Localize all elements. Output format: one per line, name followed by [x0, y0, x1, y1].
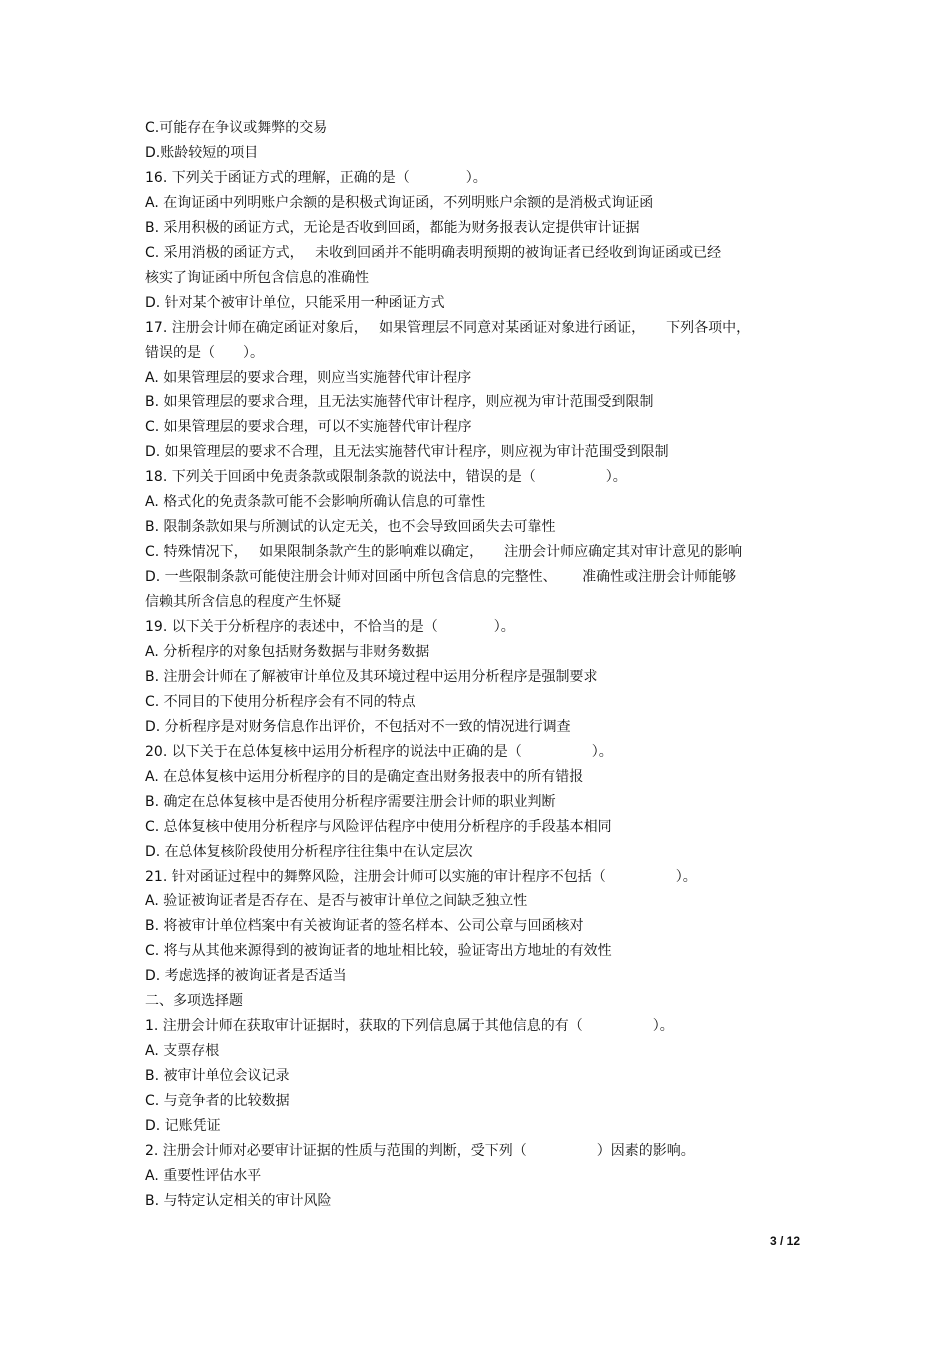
- text-line: C. 采用消极的函证方式， 未收到回函并不能明确表明预期的被询证者已经收到询证函或已经: [145, 245, 722, 261]
- text-line: D. 考虑选择的被询证者是否适当: [145, 968, 347, 984]
- text-line: B. 确定在总体复核中是否使用分析程序需要注册会计师的职业判断: [145, 794, 556, 810]
- text-line: 20. 以下关于在总体复核中运用分析程序的说法中正确的是（ ）。: [145, 744, 613, 760]
- text-line: B. 限制条款如果与所测试的认定无关，也不会导致回函失去可靠性: [145, 519, 556, 535]
- text-line: C. 将与从其他来源得到的被询证者的地址相比较，验证寄出方地址的有效性: [145, 943, 612, 959]
- text-line: 错误的是（ ）。: [145, 345, 264, 361]
- text-line: B. 被审计单位会议记录: [145, 1068, 290, 1084]
- text-line: D. 一些限制条款可能使注册会计师对回函中所包含信息的完整性、 准确性或注册会计师能够: [145, 569, 737, 585]
- text-line: A. 支票存根: [145, 1043, 220, 1059]
- text-line: A. 如果管理层的要求合理，则应当实施替代审计程序: [145, 370, 472, 386]
- page-number: 3 / 12: [770, 1234, 801, 1248]
- text-line: A. 重要性评估水平: [145, 1168, 262, 1184]
- text-line: C. 总体复核中使用分析程序与风险评估程序中使用分析程序的手段基本相同: [145, 819, 612, 835]
- text-line: C. 特殊情况下， 如果限制条款产生的影响难以确定， 注册会计师应确定其对审计意见的影响: [145, 544, 743, 560]
- text-line: 18. 下列关于回函中免责条款或限制条款的说法中，错误的是（ ）。: [145, 469, 627, 485]
- text-line: C.可能存在争议或舞弊的交易: [145, 120, 328, 136]
- text-line: D.账龄较短的项目: [145, 145, 259, 161]
- text-line: 19. 以下关于分析程序的表述中，不恰当的是（ ）。: [145, 619, 515, 635]
- text-line: D. 针对某个被审计单位，只能采用一种函证方式: [145, 295, 445, 311]
- text-line: A. 验证被询证者是否存在、是否与被审计单位之间缺乏独立性: [145, 893, 528, 909]
- text-line: 21. 针对函证过程中的舞弊风险，注册会计师可以实施的审计程序不包括（ ）。: [145, 869, 697, 885]
- text-line: C. 与竞争者的比较数据: [145, 1093, 290, 1109]
- text-line: D. 分析程序是对财务信息作出评价，不包括对不一致的情况进行调查: [145, 719, 571, 735]
- text-line: 2. 注册会计师对必要审计证据的性质与范围的判断，受下列（ ）因素的影响。: [145, 1143, 695, 1159]
- text-line: B. 将被审计单位档案中有关被询证者的签名样本、公司公章与回函核对: [145, 918, 584, 934]
- text-line: A. 在总体复核中运用分析程序的目的是确定查出财务报表中的所有错报: [145, 769, 584, 785]
- text-line: B. 如果管理层的要求合理，且无法实施替代审计程序，则应视为审计范围受到限制: [145, 394, 654, 410]
- text-line: B. 注册会计师在了解被审计单位及其环境过程中运用分析程序是强制要求: [145, 669, 598, 685]
- text-line: 信赖其所含信息的程度产生怀疑: [145, 594, 341, 610]
- text-line: 二、多项选择题: [145, 993, 243, 1009]
- text-line: B. 采用积极的函证方式，无论是否收到回函，都能为财务报表认定提供审计证据: [145, 220, 640, 236]
- text-line: A. 在询证函中列明账户余额的是积极式询证函，不列明账户余额的是消极式询证函: [145, 195, 654, 211]
- text-line: 17. 注册会计师在确定函证对象后， 如果管理层不同意对某函证对象进行函证， 下列各项中，: [145, 320, 751, 336]
- text-line: A. 分析程序的对象包括财务数据与非财务数据: [145, 644, 430, 660]
- text-line: B. 与特定认定相关的审计风险: [145, 1193, 332, 1209]
- text-line: 1. 注册会计师在获取审计证据时，获取的下列信息属于其他信息的有（ ）。: [145, 1018, 674, 1034]
- text-line: C. 不同目的下使用分析程序会有不同的特点: [145, 694, 416, 710]
- text-line: 核实了询证函中所包含信息的准确性: [145, 270, 369, 286]
- text-line: C. 如果管理层的要求合理，可以不实施替代审计程序: [145, 419, 472, 435]
- text-line: D. 如果管理层的要求不合理，且无法实施替代审计程序，则应视为审计范围受到限制: [145, 444, 669, 460]
- text-line: 16. 下列关于函证方式的理解，正确的是（ ）。: [145, 170, 487, 186]
- text-line: A. 格式化的免责条款可能不会影响所确认信息的可靠性: [145, 494, 486, 510]
- text-line: D. 在总体复核阶段使用分析程序往往集中在认定层次: [145, 844, 473, 860]
- text-line: D. 记账凭证: [145, 1118, 221, 1134]
